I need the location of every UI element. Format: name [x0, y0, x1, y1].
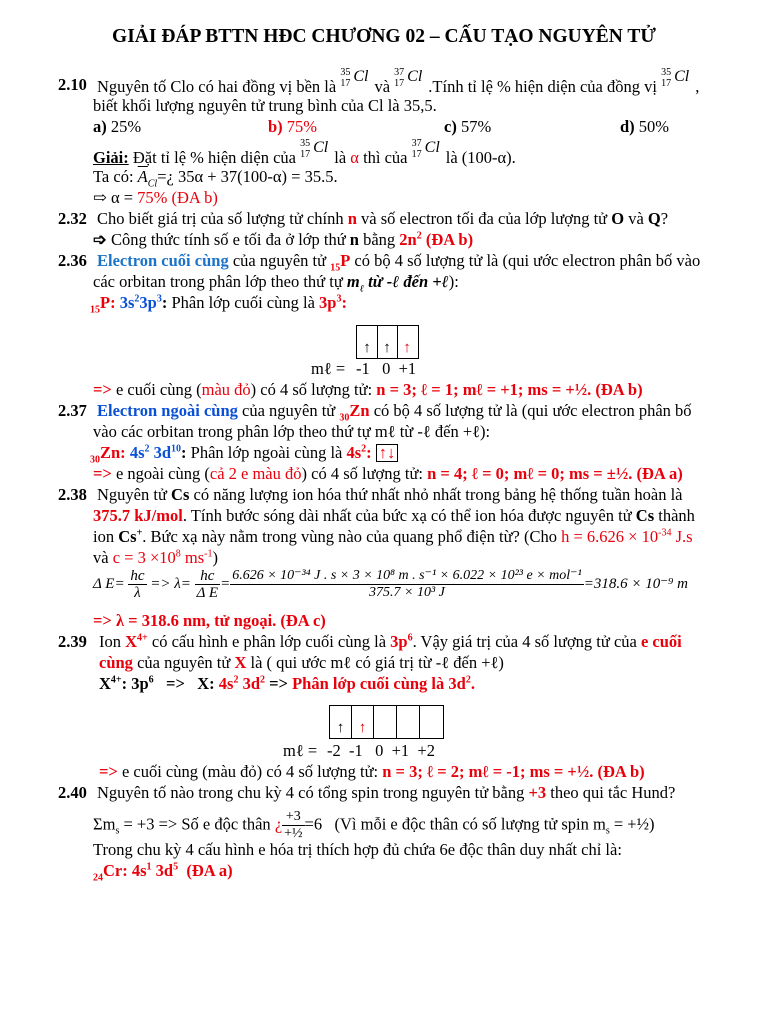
orbital-box: ↑	[377, 326, 398, 358]
q239-conclusion: => e cuối cùng (màu đỏ) có 4 số lượng tử: n = 3; ℓ = 2; mℓ = -1; ms = +½. (ĐA b)	[99, 762, 645, 781]
q238-line4: và $c = 3 \times 10^8$ $ms^{-1}$)	[93, 548, 218, 567]
q238-line3: ion Cs+. Bức xạ này nằm trong vùng nào của quang phổ điện từ? (Cho $h = 6.626 \times 10^{-34}$ J.s	[93, 527, 693, 546]
q240-answer: $_{24}$Cr: $4s^1$ $3d^5$ (ĐA a)	[93, 861, 233, 884]
q210-equation: Ta có: $\overline{A}_{Cl}=¿$ 35α + 37(100-α) = 35.5.	[93, 167, 338, 190]
q238-line2: 375.7 kJ/mol. Tính bước sóng dài nhất của bức xạ có thể ion hóa được nguyên tử Cs thành	[93, 506, 695, 525]
q239-line2: cùng của nguyên tử X là ( qui ước mℓ có giá trị từ -ℓ đến +ℓ)	[99, 653, 504, 672]
q237-line2: vào các orbitan trong phân lớp theo thứ tự mℓ từ -ℓ đến +ℓ):	[93, 422, 491, 441]
q238-answer: => λ = 318.6 nm, tử ngoại. (ĐA c)	[93, 611, 326, 630]
orbital-box-4s: ↑↓	[376, 444, 399, 462]
isotope-cl35: 35 17 Cl	[340, 67, 369, 89]
q240-line3: Trong chu kỳ 4 cấu hình e hóa trị thích hợp đủ chứa 6e độc thân duy nhất chỉ là:	[93, 840, 622, 859]
ml-label: mℓ =	[283, 741, 318, 760]
isotope-cl37: 37 17 Cl	[411, 138, 440, 160]
q237-config: $_{30}$Zn: $4s^2$ $3d^{10}$: Phân lớp ngoài cùng là $4s^2$: ↑↓	[90, 442, 398, 463]
orbital-box: ↑	[357, 326, 378, 358]
orbital-box: ↑	[352, 706, 374, 738]
q210-line2: biết khối lượng nguyên tử trung bình của Cl là 35,5.	[93, 96, 437, 115]
orbital-box: ↑	[403, 340, 411, 356]
ml-label: mℓ =	[311, 359, 346, 378]
orbital-box	[374, 706, 397, 738]
orbital-diagram-3p	[356, 325, 419, 359]
option-a: a) 25%	[93, 117, 142, 136]
q210-text: Nguyên tố Clo có hai đồng vị bền là	[97, 77, 337, 96]
q237-conclusion: => e ngoài cùng (cả 2 e màu đỏ) có 4 số lượng tử: n = 4; ℓ = 0; mℓ = 0; ms = ±½. (ĐA a)	[93, 464, 683, 483]
isotope-cl35: 35 17 Cl	[661, 67, 690, 89]
q240-line2: $\Sigma m_s = +3$ => Số e độc thân ¿ $\frac{+3}{\text{+½}}$ =6 (Vì mỗi e độc thân có số lượng tử spin $m_s$ = +½)	[93, 809, 655, 841]
option-c: c) 57%	[444, 117, 492, 136]
q210-solution-line1: Giải: Đặt tỉ lệ % hiện diện của 35 17 Cl là α thì của 37 17 Cl là (100-α).	[93, 138, 516, 167]
question-number-2-38: 2.38	[58, 485, 87, 504]
q238-line1: Nguyên tử Cs có năng lượng ion hóa thứ nhất nhỏ nhất trong bảng hệ thống tuần hoàn là	[97, 485, 683, 504]
isotope-cl37: 37 17 Cl	[394, 67, 423, 89]
q210-result: ⇨ α = 75% (ĐA b)	[93, 188, 218, 207]
ml-values: -1 0 +1	[356, 359, 417, 378]
q236-line1: Electron cuối cùng của nguyên tử $_{15}$P có bộ 4 số lượng tử là (qui ước electron phân bố vào	[97, 251, 701, 274]
arrow-icon: ➩	[93, 230, 107, 249]
isotope-cl35: 35 17 Cl	[300, 138, 329, 160]
orbital-box	[397, 706, 420, 738]
q236-line2: các orbitan trong phân lớp theo thứ tự $m_\ell$ từ -ℓ đến +ℓ):	[93, 272, 459, 295]
q240-line1: Nguyên tố nào trong chu kỳ 4 có tổng spin trong nguyên tử bằng +3 theo qui tắc Hund?	[97, 783, 676, 802]
q239-line3: $X^{4+}$: $3p^6$ => X: $4s^2$ $3d^2$ => Phân lớp cuối cùng là $3d^2$.	[99, 674, 475, 693]
solution-label: Giải:	[93, 148, 129, 167]
page-title: GIẢI ĐÁP BTTN HĐC CHƯƠNG 02 – CẤU TẠO NGUYÊN TỬ	[112, 26, 656, 47]
q239-line1: Ion $X^{4+}$ có cấu hình e phân lớp cuối cùng là $3p^6$. Vậy giá trị của 4 số lượng tử của e cuối	[99, 632, 682, 651]
q232-line1: Cho biết giá trị của số lượng tử chính n và số electron tối đa của lớp lượng tử O và Q?	[97, 209, 669, 228]
question-number-2-32: 2.32	[58, 209, 87, 228]
q236-config: $_{15}$P: $3s^23p^3$: Phân lớp cuối cùng là $3p^3$:	[90, 293, 347, 316]
question-number-2-10: 2.10	[58, 75, 87, 94]
option-b: b) 75%	[268, 117, 318, 136]
option-d: d) 50%	[620, 117, 670, 136]
q238-formula: Δ E= $\frac{hc}{\lambda}$ => λ= $\frac{hc}{\text{Δ E}}$ = 6.626 × 10⁻³⁴ J . s × 3 × 10⁸ m . s⁻¹ × 6.022 × 10²³ e × mol⁻¹ 375.7 × 10³ J =318.6 × 10⁻⁹ m	[93, 568, 688, 601]
q236-conclusion: => e cuối cùng (màu đỏ) có 4 số lượng tử: n = 3; ℓ = 1; mℓ = +1; ms = +½. (ĐA b)	[93, 380, 643, 399]
question-number-2-39: 2.39	[58, 632, 87, 651]
q210-line1: Nguyên tố Clo có hai đồng vị bền là 35 17 Cl và 37 17 Cl .Tính tỉ lệ % hiện diện của đồng vị 35 17 Cl ,	[97, 67, 700, 96]
q237-line1: Electron ngoài cùng của nguyên tử $_{30}$Zn có bộ 4 số lượng tử là (qui ước electron phân bố	[97, 401, 692, 424]
question-number-2-40: 2.40	[58, 783, 87, 802]
orbital-box	[420, 706, 442, 738]
ml-values: -2 -1 0 +1 +2	[327, 741, 435, 760]
orbital-diagram-3d	[329, 705, 444, 739]
question-number-2-37: 2.37	[58, 401, 87, 420]
arrow-icon: ⇨	[93, 188, 107, 207]
q232-answer: ➩ Công thức tính số e tối đa ở lớp thứ n bằng $2n^2$ (ĐA b)	[93, 230, 474, 249]
orbital-box: ↑	[330, 706, 352, 738]
question-number-2-36: 2.36	[58, 251, 87, 270]
